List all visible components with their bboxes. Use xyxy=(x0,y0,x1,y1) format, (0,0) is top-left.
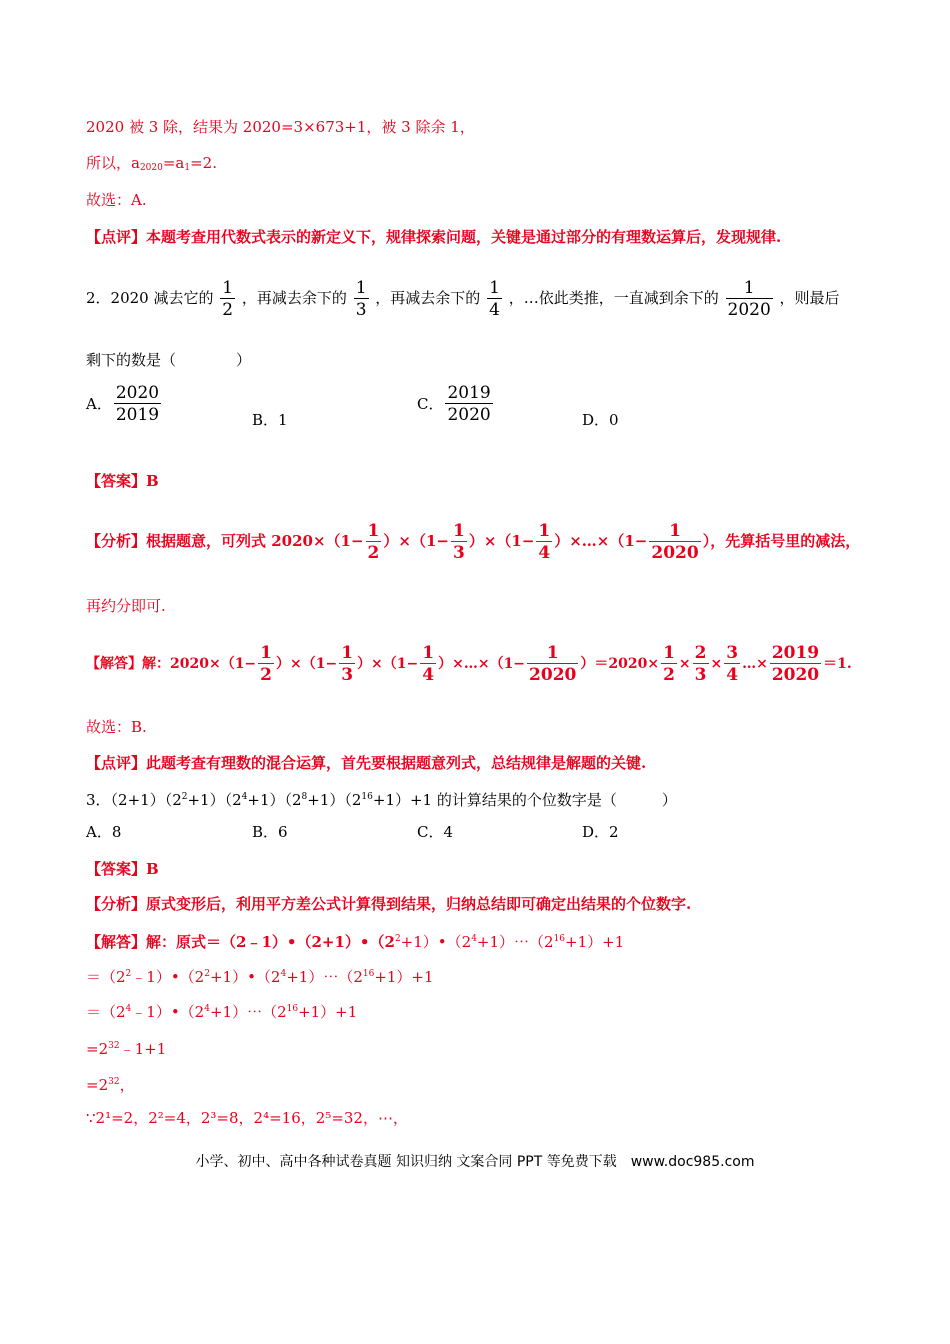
option-b: B．1 xyxy=(252,411,288,429)
option-d: D．0 xyxy=(582,411,619,429)
analysis-q2-line-2: 再约分即可. xyxy=(86,597,166,615)
option-c: C．4 xyxy=(417,823,454,841)
prev-solution-line-1: 2020 被 3 除，结果为 2020=3×673+1，被 3 除余 1， xyxy=(86,118,475,136)
option-b: B．6 xyxy=(252,823,288,841)
analysis-q3: 【分析】原式变形后，利用平方差公式计算得到结果，归纳总结即可确定出结果的个位数字. xyxy=(86,895,692,913)
prev-choice: 故选：A. xyxy=(86,191,147,209)
prev-comment: 【点评】本题考查用代数式表示的新定义下，规律探索问题，关键是通过部分的有理数运算后，发现规律. xyxy=(86,228,782,246)
question-2-stem-line-2: 剩下的数是（ ） xyxy=(86,351,252,369)
solution-q2: 【解答】解：2020×（1− $\frac{1}{2}$ ）×（1− $\frac{1}{3}$ ）×（1− $\frac{1}{4}$ ）×…×（1− $\frac{1}{2020}$ ）＝2020× $\frac{1}{2}$ × $\frac{2}{3}$ × $\frac{3}{4}$ …× $\frac{2019}{2020}$ ＝1. xyxy=(86,643,852,685)
question-3-stem: 3．$(2+1)(2^2+1)(2^4+1)(2^8+1)(2^{16}+1)+1$ 的计算结果的个位数字是（ ） xyxy=(86,791,677,809)
answer-q2: 【答案】B xyxy=(86,472,159,490)
solution-q3-line-4: $=2^{32}﹣1+1$ xyxy=(86,1040,167,1058)
solution-q3-line-1: 【解答】解：原式$=(2﹣1)•(2+1)•(2^2+1)•(2^4+1)\cdots(2^{16}+1)+1$ xyxy=(86,933,625,951)
fraction: $\frac{1}{2}$ xyxy=(222,278,234,320)
fraction: $\frac{1}{3}$ xyxy=(355,278,367,320)
footer-note: 小学、初中、高中各种试卷真题 知识归纳 文案合同 PPT 等免费下载 www.doc985.com xyxy=(195,1154,755,1170)
prev-solution-line-2: 所以，$a_{2020}=a_1=2$. xyxy=(86,154,217,173)
question-2-stem: 2．2020 减去它的 $\frac{1}{2}$ ，再减去余下的 $\frac{1}{3}$ ，再减去余下的 $\frac{1}{4}$ ，…依此类推，一直减到余下的 $\frac{1}{2020}$ ，则最后 xyxy=(86,278,840,320)
fraction: $\frac{1}{4}$ xyxy=(489,278,500,320)
option-a: A． $\frac{2020}{2019}$ xyxy=(86,383,160,425)
fraction: $\frac{1}{2020}$ xyxy=(727,278,771,320)
option-c: C． $\frac{2019}{2020}$ xyxy=(417,383,491,425)
solution-q3-line-5: $=2^{32}$， xyxy=(86,1076,135,1094)
option-a: A．8 xyxy=(86,823,122,841)
option-d: D．2 xyxy=(582,823,619,841)
answer-q3: 【答案】B xyxy=(86,860,159,878)
comment-q2: 【点评】此题考查有理数的混合运算，首先要根据题意列式，总结规律是解题的关键. xyxy=(86,754,647,772)
choice-q2: 故选：B. xyxy=(86,718,147,736)
analysis-q2: 【分析】根据题意，可列式 2020×（1− $\frac{1}{2}$ ）×（1− $\frac{1}{3}$ ）×（1− $\frac{1}{4}$ ）×…×（1− $\frac{1}{2020}$ ），先算括号里的减法， xyxy=(86,521,861,563)
solution-q3-line-6: ∵2¹=2，2²=4，2³=8，2⁴=16，2⁵=32，⋯， xyxy=(86,1109,408,1127)
solution-q3-line-2: $=(2^2﹣1)•(2^2+1)•(2^4+1)\cdots(2^{16}+1)+1$ xyxy=(86,968,434,986)
solution-q3-line-3: $=(2^4﹣1)•(2^4+1)\cdots(2^{16}+1)+1$ xyxy=(86,1003,358,1021)
